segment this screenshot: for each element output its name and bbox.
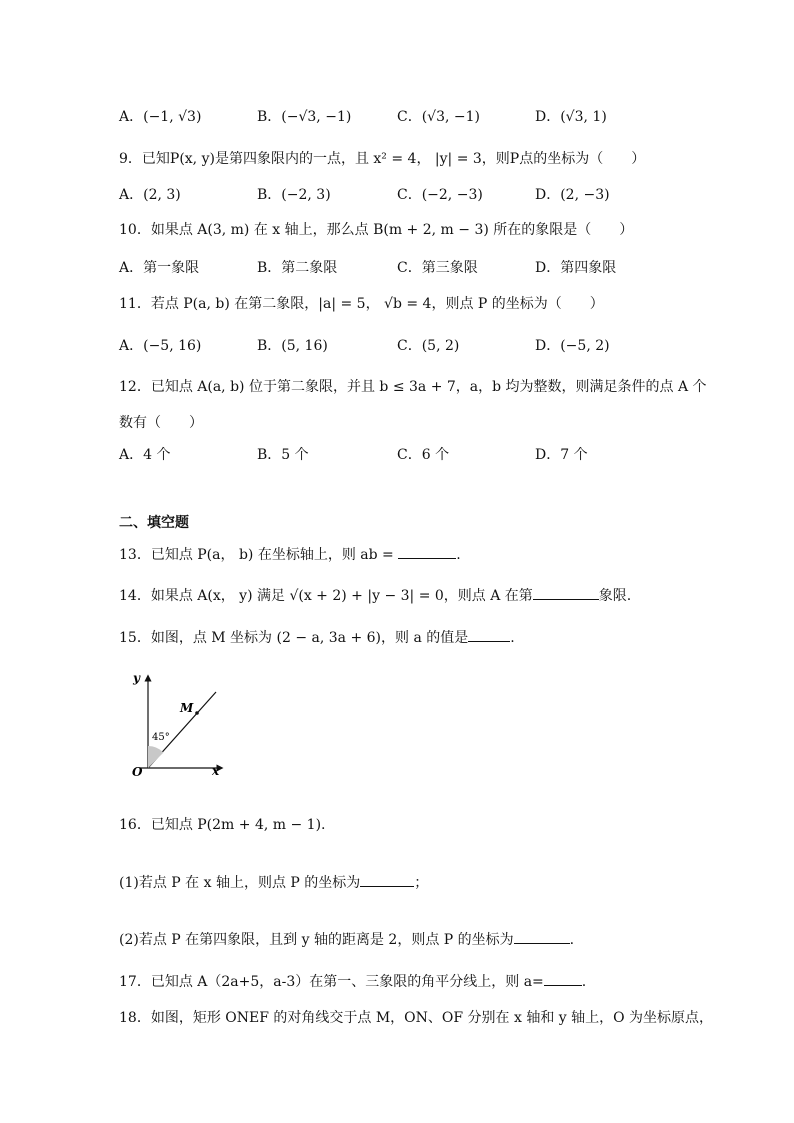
q8-options — [119, 106, 679, 128]
q12-option-d[interactable]: D．7 个 — [535, 447, 588, 463]
q14-answer-blank[interactable] — [533, 585, 599, 600]
q14-end: 象限. — [598, 588, 632, 604]
q12-options — [119, 444, 679, 466]
q13-answer-blank[interactable] — [398, 544, 456, 559]
q9-option-c[interactable]: C．(−2, −3) — [397, 187, 483, 203]
q11-options — [119, 335, 679, 357]
q16-part1 — [119, 872, 428, 893]
q15-text: 15．如图，点 M 坐标为 (2 − a, 3a + 6)，则 a 的值是 — [119, 630, 469, 646]
origin-label: O — [132, 765, 143, 779]
q12-stem-line1: 12．已知点 A(a, b) 位于第二象限，并且 b ≤ 3a + 7，a，b 均为整数，则满足条件的点 A 个 — [119, 379, 707, 395]
q9-stem: 9．已知P(x, y)是第四象限内的一点，且 x² = 4， |y| = 3，则P点的坐标为（ ） — [119, 151, 646, 167]
q10-option-a[interactable]: A．第一象限 — [119, 260, 200, 276]
q14 — [119, 585, 631, 606]
q15 — [119, 627, 515, 648]
q9-option-b[interactable]: B．(−2, 3) — [257, 187, 331, 203]
q16-part2-end: . — [569, 932, 575, 948]
q8-option-b[interactable]: B．(−√3, −1) — [257, 109, 352, 125]
q11-option-c[interactable]: C．(5, 2) — [397, 338, 460, 354]
q12-option-b[interactable]: B．5 个 — [257, 447, 309, 463]
q16-part2-answer-blank[interactable] — [514, 929, 570, 944]
q8-option-d[interactable]: D．(√3, 1) — [535, 109, 607, 125]
q9-options — [119, 184, 679, 206]
q8-option-c[interactable]: C．(√3, −1) — [397, 109, 481, 125]
point-m-label: M — [180, 701, 194, 715]
q16-stem: 16．已知点 P(2m + 4, m − 1). — [119, 817, 326, 833]
q12-option-c[interactable]: C．6 个 — [397, 447, 450, 463]
q17-end: . — [581, 974, 587, 990]
point-m — [195, 711, 199, 715]
q12-option-a[interactable]: A．4 个 — [119, 447, 171, 463]
q10-stem: 10．如果点 A(3, m) 在 x 轴上，那么点 B(m + 2, m − 3) 所在的象限是（ ） — [119, 222, 634, 238]
q17-text: 17．已知点 A（2a+5，a-3）在第一、三象限的角平分线上，则 a= — [119, 974, 544, 990]
q10-option-b[interactable]: B．第二象限 — [257, 260, 338, 276]
q11-option-d[interactable]: D．(−5, 2) — [535, 338, 610, 354]
q15-end: . — [510, 630, 515, 646]
q13-end: . — [456, 547, 461, 563]
angle-label: 45° — [152, 732, 170, 743]
q14-text: 14．如果点 A(x， y) 满足 √(x + 2) + |y − 3| = 0，则点 A 在第 — [119, 588, 533, 604]
q13 — [119, 544, 461, 565]
q18-stem: 18．如图，矩形 ONEF 的对角线交于点 M，ON、OF 分别在 x 轴和 y 轴上，O 为坐标原点， — [119, 1010, 714, 1026]
q16-part2 — [119, 929, 574, 950]
q17-answer-blank[interactable] — [544, 971, 582, 986]
q8-option-a[interactable]: A．(−1, √3) — [119, 109, 202, 125]
q16-part1-end: ； — [414, 875, 429, 891]
q11-option-a[interactable]: A．(−5, 16) — [119, 338, 202, 354]
angle-arc — [148, 746, 164, 768]
q10-option-d[interactable]: D．第四象限 — [535, 260, 617, 276]
q11-option-b[interactable]: B．(5, 16) — [257, 338, 328, 354]
q11-stem: 11．若点 P(a, b) 在第二象限，|a| = 5， √b = 4，则点 P 的坐标为（ ） — [119, 296, 604, 312]
q17 — [119, 971, 586, 992]
q16-part2-text: (2)若点 P 在第四象限，且到 y 轴的距离是 2，则点 P 的坐标为 — [119, 932, 514, 948]
y-axis-label: y — [133, 671, 140, 685]
q9-option-a[interactable]: A．(2, 3) — [119, 187, 181, 203]
q9-option-d[interactable]: D．(2, −3) — [535, 187, 610, 203]
q10-options — [119, 257, 679, 279]
q15-answer-blank[interactable] — [468, 627, 510, 642]
q16-part1-answer-blank[interactable] — [360, 872, 414, 887]
q12-stem-line2: 数有（ ） — [119, 415, 203, 431]
x-axis-label: x — [212, 764, 220, 778]
q15-coordinate-figure — [128, 670, 228, 780]
q10-option-c[interactable]: C．第三象限 — [397, 260, 478, 276]
q16-part1-text: (1)若点 P 在 x 轴上，则点 P 的坐标为 — [119, 875, 361, 891]
q13-text: 13．已知点 P(a， b) 在坐标轴上，则 ab = — [119, 547, 394, 563]
section-title-fill-in: 二、填空题 — [119, 515, 189, 531]
